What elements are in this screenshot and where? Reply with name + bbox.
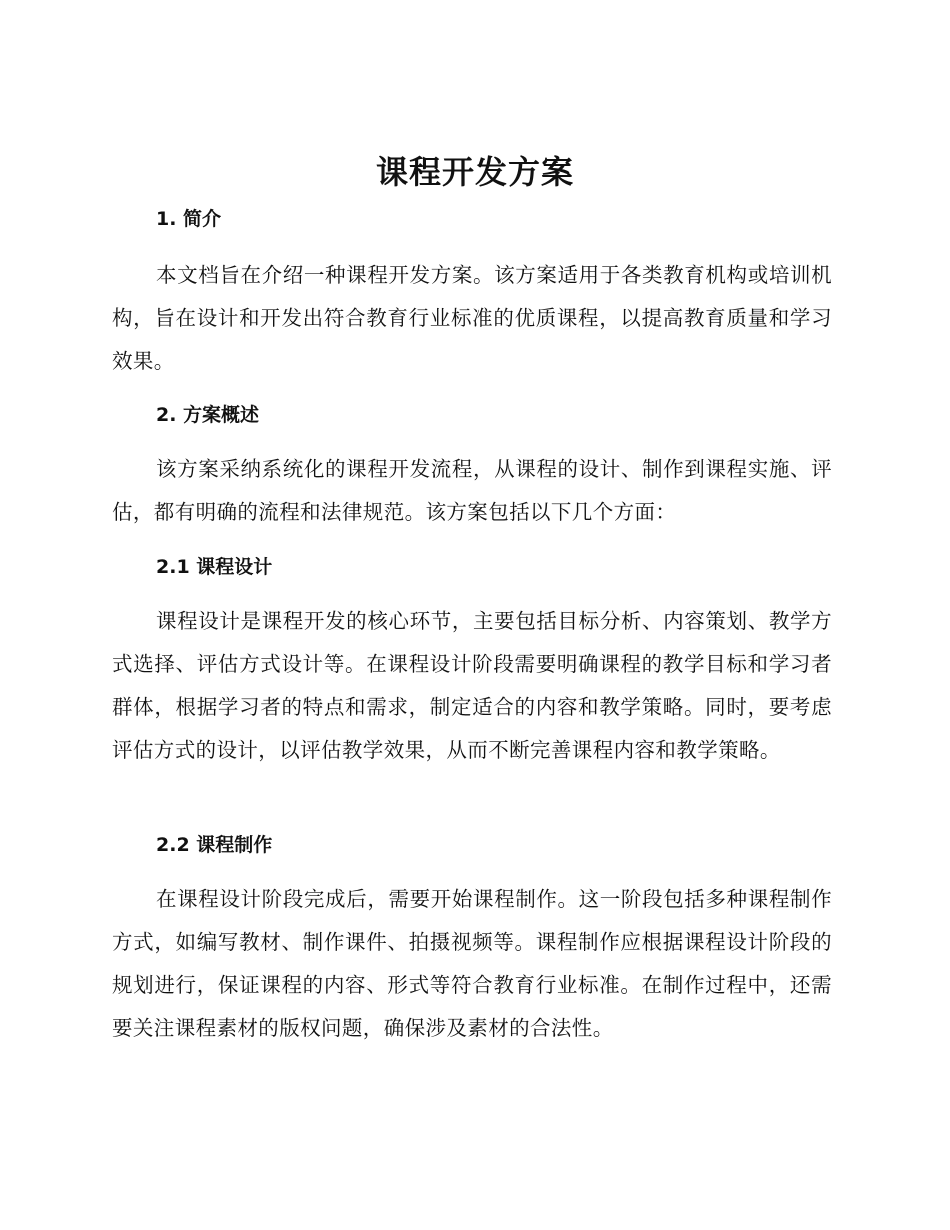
section-paragraph-overview: 该方案采纳系统化的课程开发流程，从课程的设计、制作到课程实施、评估，都有明确的流程和法律规范。该方案包括以下几个方面： xyxy=(112,457,832,524)
section-paragraph-introduction: 本文档旨在介绍一种课程开发方案。该方案适用于各类教育机构或培训机构，旨在设计和开发出符合教育行业标准的优质课程，以提高教育质量和学习效果。 xyxy=(112,263,832,373)
section-heading-course-production: 2.2 课程制作 xyxy=(156,834,273,856)
section-heading-introduction: 1. 简介 xyxy=(156,208,222,230)
section-paragraph-course-production: 在课程设计阶段完成后，需要开始课程制作。这一阶段包括多种课程制作方式，如编写教材、制作课件、拍摄视频等。课程制作应根据课程设计阶段的规划进行，保证课程的内容、形式等符合教育行业标准。在制作过程中，还需要关注课程素材的版权问题，确保涉及素材的合法性。 xyxy=(112,887,832,1040)
section-paragraph-course-design: 课程设计是课程开发的核心环节，主要包括目标分析、内容策划、教学方式选择、评估方式设计等。在课程设计阶段需要明确课程的教学目标和学习者群体，根据学习者的特点和需求，制定适合的内容和教学策略。同时，要考虑评估方式的设计，以评估教学效果，从而不断完善课程内容和教学策略。 xyxy=(112,609,832,762)
document-title: 课程开发方案 xyxy=(375,153,574,191)
section-heading-course-design: 2.1 课程设计 xyxy=(156,556,273,578)
section-heading-overview: 2. 方案概述 xyxy=(156,404,260,426)
